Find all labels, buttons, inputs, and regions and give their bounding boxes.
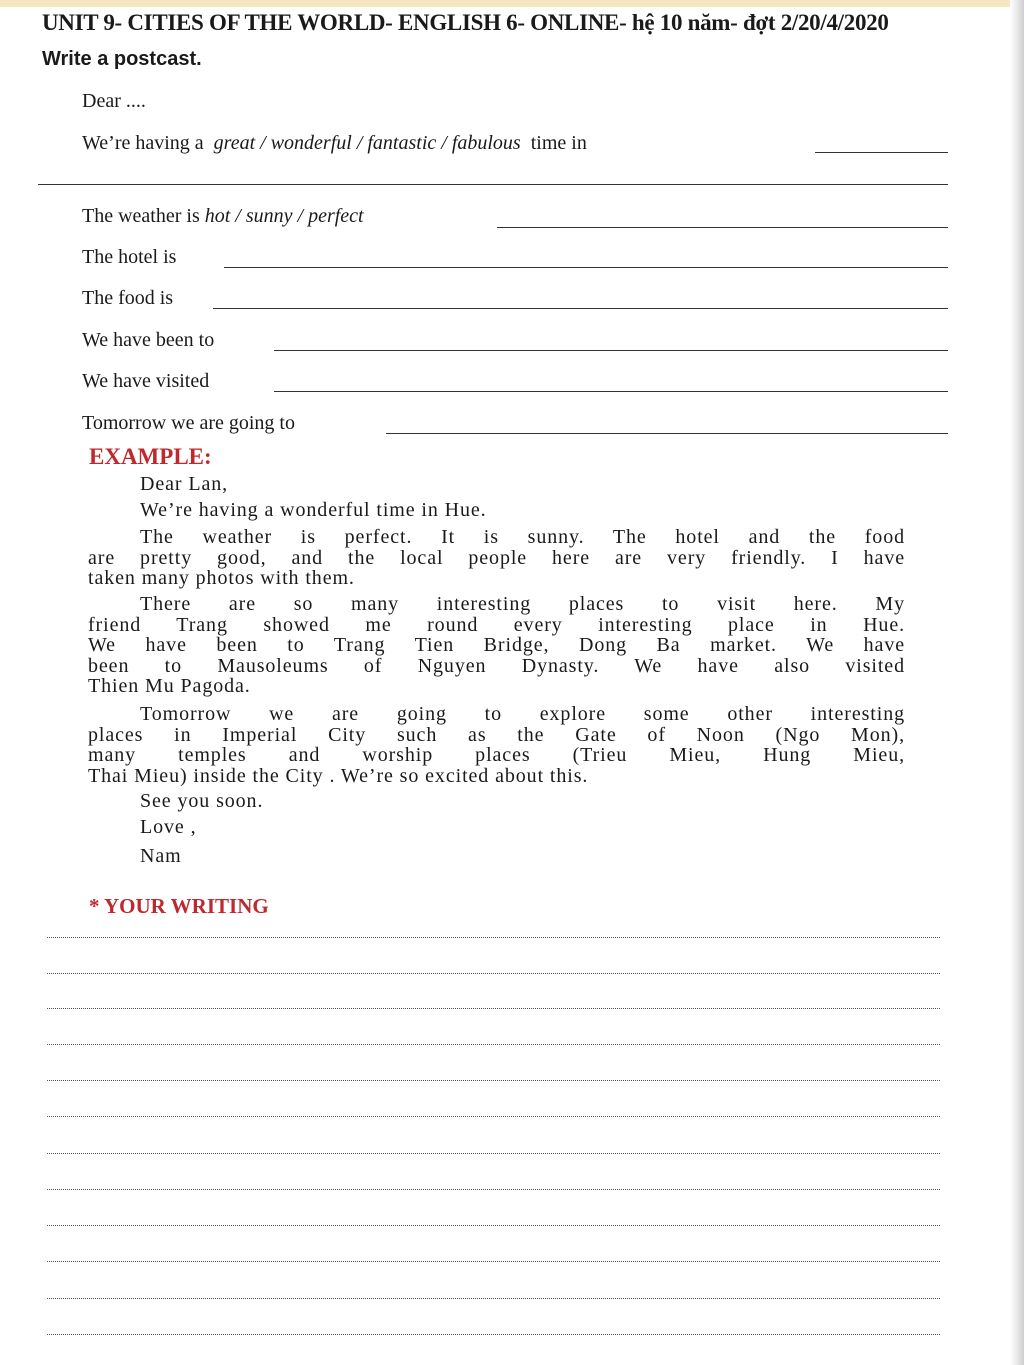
top-strip — [0, 0, 1024, 7]
example-closing-2: Love , — [140, 816, 197, 838]
blank-hotel[interactable] — [224, 267, 948, 268]
writing-line[interactable] — [47, 973, 940, 974]
line1-suffix: time in — [530, 132, 587, 154]
template-dear: Dear .... — [82, 90, 146, 112]
writing-line[interactable] — [47, 1080, 940, 1081]
blank-city-continued[interactable] — [38, 184, 948, 185]
writing-line[interactable] — [47, 1153, 940, 1154]
writing-line[interactable] — [47, 937, 940, 938]
paragraph-line: many temples and worship places (Trieu Mieu, Hung Mieu, — [88, 744, 905, 767]
paragraph-line: friend Trang showed me round every interesting place in Hue. — [88, 613, 905, 636]
example-intro: We’re having a wonderful time in Hue. — [140, 499, 487, 521]
blank-food[interactable] — [213, 308, 948, 309]
template-tomorrow: Tomorrow we are going to — [82, 412, 295, 434]
template-been: We have been to — [82, 329, 215, 351]
example-paragraph-1 — [88, 527, 905, 589]
page-edge-shadow — [1010, 0, 1024, 1365]
instruction: Write a postcast. — [42, 48, 202, 70]
paragraph-line: places in Imperial City such as the Gate of Noon (Ngo Mon), — [88, 723, 905, 746]
page-title: UNIT 9- CITIES OF THE WORLD- ENGLISH 6- ONLINE- hệ 10 năm- đợt 2/20/4/2020 — [42, 10, 889, 35]
weather-prefix: The weather is — [82, 205, 200, 227]
paragraph-line: been to Mausoleums of Nguyen Dynasty. We have also visited — [88, 654, 905, 677]
writing-line[interactable] — [47, 1044, 940, 1045]
line1-options: great / wonderful / fantastic / fabulous — [213, 132, 521, 154]
example-signature: Nam — [140, 845, 182, 867]
paragraph-line: Thien Mu Pagoda. — [88, 675, 251, 698]
writing-line[interactable] — [47, 1261, 940, 1262]
writing-line[interactable] — [47, 1298, 940, 1299]
weather-options: hot / sunny / perfect — [204, 205, 364, 227]
paragraph-line: There are so many interesting places to visit here. My — [140, 593, 905, 615]
template-line1 — [82, 132, 587, 155]
writing-line[interactable] — [47, 1225, 940, 1226]
paragraph-line: are pretty good, and the local people here are very friendly. I have — [88, 546, 905, 569]
template-visited: We have visited — [82, 370, 210, 392]
paragraph-line: Thai Mieu) inside the City . We’re so excited about this. — [88, 764, 589, 787]
template-weather — [82, 205, 364, 228]
paragraph-line: taken many photos with them. — [88, 567, 355, 590]
example-closing-1: See you soon. — [140, 790, 264, 812]
template-food: The food is — [82, 287, 174, 309]
example-greeting: Dear Lan, — [140, 473, 229, 495]
blank-visited[interactable] — [274, 391, 948, 392]
template-hotel: The hotel is — [82, 246, 177, 268]
your-writing-heading: * YOUR WRITING — [89, 894, 269, 918]
writing-line[interactable] — [47, 1116, 940, 1117]
paragraph-line: We have been to Trang Tien Bridge, Dong Ba market. We have — [88, 634, 905, 657]
blank-city[interactable] — [815, 152, 948, 153]
writing-line[interactable] — [47, 1334, 940, 1335]
line1-prefix: We’re having a — [82, 132, 204, 154]
blank-weather[interactable] — [497, 227, 948, 228]
example-heading: EXAMPLE: — [89, 444, 212, 469]
blank-tomorrow[interactable] — [386, 433, 948, 434]
blank-been[interactable] — [274, 350, 948, 351]
writing-line[interactable] — [47, 1189, 940, 1190]
writing-line[interactable] — [47, 1008, 940, 1009]
paragraph-line: The weather is perfect. It is sunny. The hotel and the food — [140, 526, 905, 548]
paragraph-line: Tomorrow we are going to explore some other interesting — [140, 703, 905, 725]
example-paragraph-2 — [88, 594, 905, 697]
example-paragraph-3 — [88, 704, 905, 786]
